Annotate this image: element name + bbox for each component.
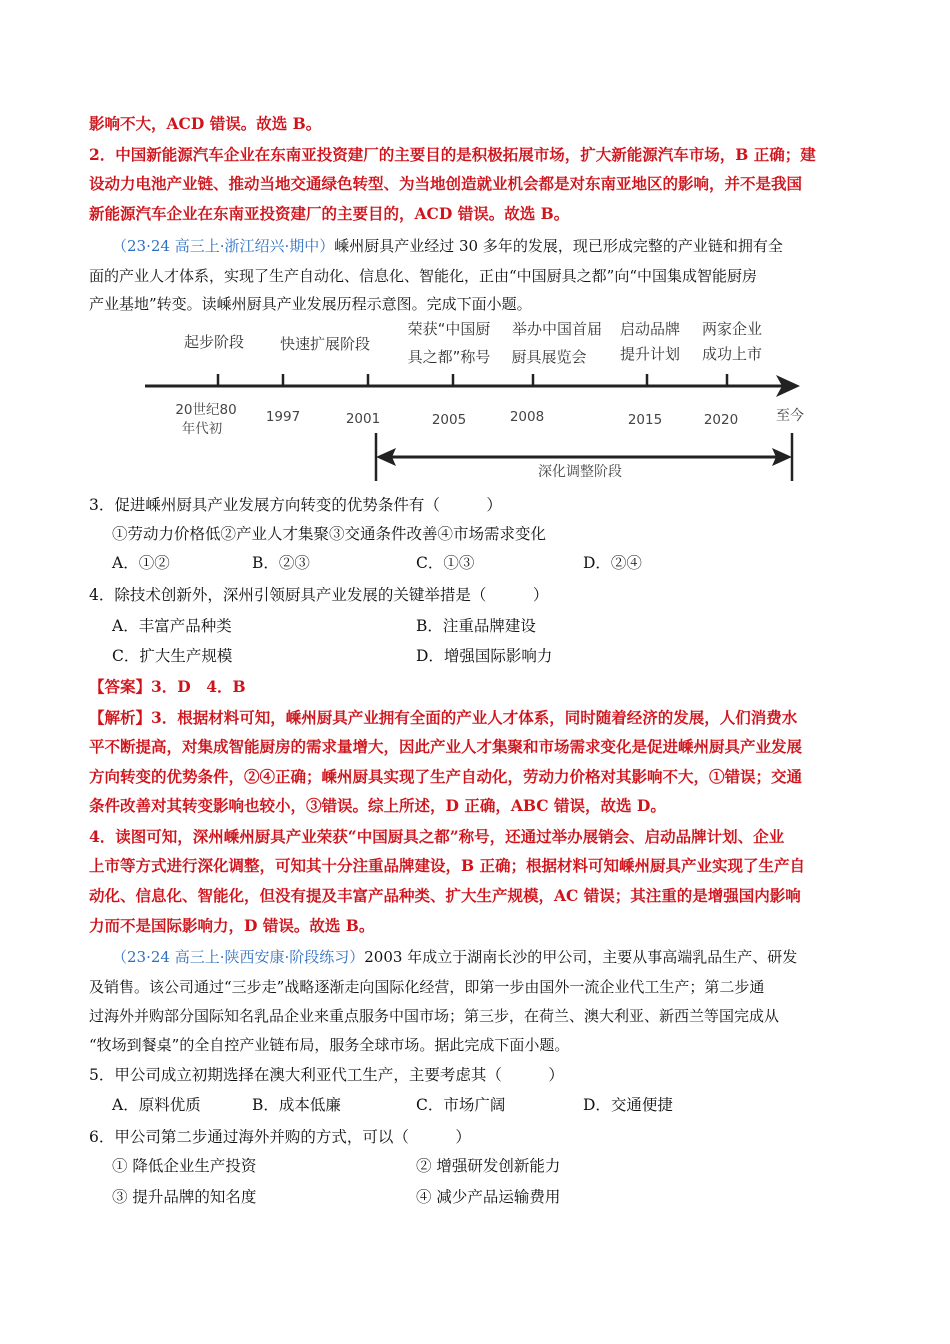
analysis-line-4: 条件改善对其转变影响也较小，③错误。综上所述，D 正确，ABC 错误，故选 D。	[89, 796, 666, 815]
q6-item-4: ④ 减少产品运输费用	[416, 1188, 561, 1206]
year-2008: 2008	[509, 409, 545, 425]
passage-3-line-2: 及销售。该公司通过“三步走”战略逐渐走向国际化经营，即第一步由国外一流企业代工生产；第二步通	[89, 978, 765, 996]
range-label: 深化调整阶段	[538, 464, 622, 480]
answer-text: 3．D 4．B	[151, 677, 246, 696]
year-1997: 1997	[265, 409, 301, 425]
analysis-prev-line-1: 影响不大，ACD 错误。故选 B。	[89, 114, 322, 133]
q4-option-a[interactable]: A．丰富产品种类	[112, 617, 232, 635]
answer-line	[89, 677, 246, 697]
passage-3-line-4: “牧场到餐桌”的全自控产业链布局，服务全球市场。据此完成下面小题。	[89, 1036, 570, 1054]
q6-item-3: ③ 提升品牌的知名度	[112, 1188, 257, 1206]
year-1980s-2: 年代初	[181, 421, 223, 437]
year-2015: 2015	[627, 412, 663, 428]
q3-stem: 3．促进嵊州厨具产业发展方向转变的优势条件有（ ）	[89, 496, 502, 514]
stage-expo-2: 厨具展览会	[511, 348, 587, 366]
analysis-line-6: 上市等方式进行深化调整，可知其十分注重品牌建设，B 正确；根据材料可知嵊州厨具产业实现了生产自	[89, 856, 806, 875]
analysis-prev-line-2: 2．中国新能源汽车企业在东南亚投资建厂的主要目的是积极拓展市场，扩大新能源汽车市场，B 正确；建	[89, 145, 816, 164]
year-2020: 2020	[703, 412, 739, 428]
analysis-line-3: 方向转变的优势条件，②④正确；嵊州厨具实现了生产自动化，劳动力价格对其影响不大，①错误；交通	[89, 767, 803, 786]
analysis-line-5: 4．读图可知，深州嵊州厨具产业荣获“中国厨具之都”称号，还通过举办展销会、启动品牌计划、企业	[89, 827, 785, 846]
analysis-line-7: 动化、信息化、智能化，但没有提及丰富产品种类、扩大生产规模，AC 错误；其注重的是增强国内影响	[89, 886, 801, 905]
analysis-prev-line-3: 设动力电池产业链、推动当地交通绿色转型、为当地创造就业机会都是对东南亚地区的影响，并不是我国	[89, 174, 803, 193]
passage-3-line-1	[112, 947, 797, 967]
q4-stem: 4．除技术创新外，深州引领厨具产业发展的关键举措是（ ）	[89, 586, 549, 604]
stage-brand-1: 启动品牌	[619, 320, 681, 338]
q4-option-c[interactable]: C．扩大生产规模	[112, 647, 233, 665]
analysis-line-1	[89, 708, 797, 728]
timeline-figure	[0, 0, 950, 500]
analysis-tag: 【解析】	[89, 708, 152, 727]
q3-option-b[interactable]: B．②③	[252, 554, 310, 572]
year-2001: 2001	[345, 411, 381, 427]
q5-option-a[interactable]: A．原料优质	[112, 1096, 201, 1114]
answer-tag: 【答案】	[89, 677, 152, 696]
analysis-line-8: 力而不是国际影响力，D 错误。故选 B。	[89, 916, 375, 935]
year-1980s-1: 20世纪80	[175, 402, 237, 418]
passage-3-line-3: 过海外并购部分国际知名乳品企业来重点服务中国市场；第三步，在荷兰、澳大利亚、新西兰等国完成从	[89, 1007, 780, 1025]
q4-option-b[interactable]: B．注重品牌建设	[416, 617, 536, 635]
q3-option-d[interactable]: D．②④	[583, 554, 642, 572]
analysis-line-2: 平不断提高，对集成智能厨房的需求量增大，因此产业人才集聚和市场需求变化是促进嵊州厨具产业发展	[89, 737, 803, 756]
stage-start: 起步阶段	[183, 333, 245, 351]
q5-option-d[interactable]: D．交通便捷	[583, 1096, 673, 1114]
q3-option-c[interactable]: C．①③	[416, 554, 475, 572]
stage-ipo-1: 两家企业	[701, 320, 763, 338]
passage-text: 嵊州厨具产业经过 30 多年的发展，现已形成完整的产业链和拥有全	[334, 237, 783, 255]
year-now: 至今	[776, 408, 804, 424]
stage-ipo-2: 成功上市	[701, 345, 763, 363]
q5-option-b[interactable]: B．成本低廉	[252, 1096, 341, 1114]
stage-rapid: 快速扩展阶段	[279, 335, 371, 353]
q4-option-d[interactable]: D．增强国际影响力	[416, 647, 553, 665]
passage-2-line-2: 面的产业人才体系，实现了生产自动化、信息化、智能化，正由“中国厨具之都”向“中国集成智能厨房	[89, 267, 758, 285]
q3-option-a[interactable]: A．①②	[112, 554, 170, 572]
stage-expo-1: 举办中国首届	[511, 320, 603, 338]
q5-option-c[interactable]: C．市场广阔	[416, 1096, 506, 1114]
year-2005: 2005	[431, 412, 467, 428]
analysis-text: 3．根据材料可知，嵊州厨具产业拥有全面的产业人才体系，同时随着经济的发展，人们消费水	[151, 708, 798, 727]
source-tag-2: （23·24 高三上·陕西安康·阶段练习）	[112, 948, 365, 966]
analysis-prev-line-4: 新能源汽车企业在东南亚投资建厂的主要目的，ACD 错误。故选 B。	[89, 204, 570, 223]
stage-brand-2: 提升计划	[619, 345, 681, 363]
passage-3-text: 2003 年成立于湖南长沙的甲公司，主要从事高端乳品生产、研发	[364, 948, 798, 966]
stage-award-1: 荣获“中国厨	[407, 320, 491, 338]
q6-stem: 6．甲公司第二步通过海外并购的方式，可以（ ）	[89, 1128, 471, 1146]
q6-item-2: ② 增强研发创新能力	[416, 1157, 561, 1175]
q6-item-1: ① 降低企业生产投资	[112, 1157, 257, 1175]
source-tag: （23·24 高三上·浙江绍兴·期中）	[112, 237, 335, 255]
q3-items: ①劳动力价格低②产业人才集聚③交通条件改善④市场需求变化	[112, 525, 547, 543]
stage-award-2: 具之都”称号	[407, 348, 491, 366]
passage-2-line-3: 产业基地”转变。读嵊州厨具产业发展历程示意图。完成下面小题。	[89, 295, 532, 313]
q5-stem: 5．甲公司成立初期选择在澳大利亚代工生产，主要考虑其（ ）	[89, 1066, 564, 1084]
